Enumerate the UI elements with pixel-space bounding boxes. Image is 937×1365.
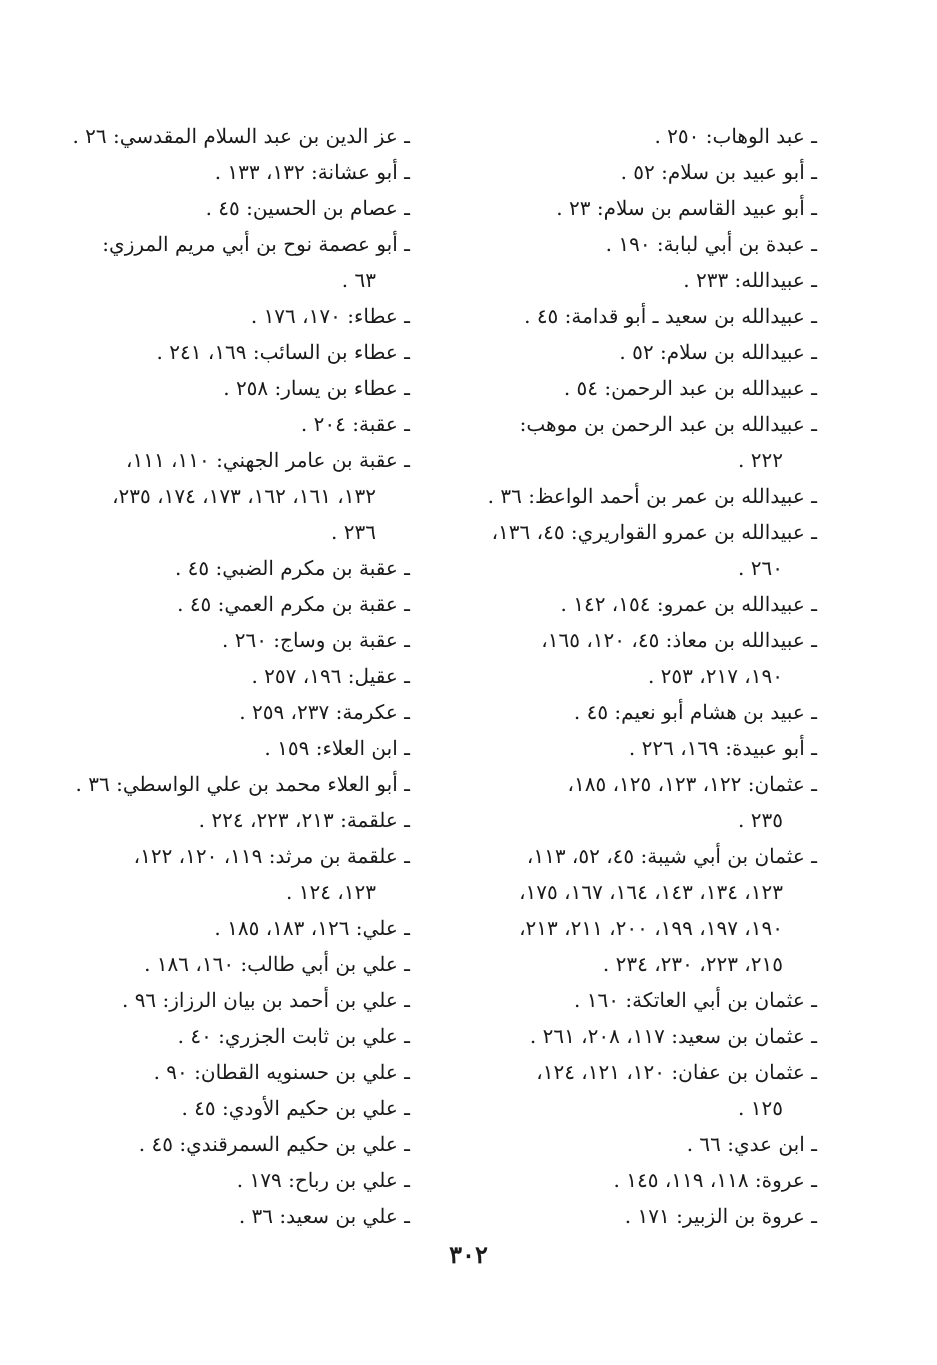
index-line-continuation: ٢٣٦ . bbox=[331, 520, 376, 544]
index-line bbox=[50, 442, 410, 478]
index-entry-text: ـ عكرمة: ٢٣٧، ٢٥٩ . bbox=[239, 700, 410, 724]
index-entry-text: ـ عقبة بن عامر الجهني: ١١٠، ١١١، bbox=[126, 448, 410, 472]
index-line bbox=[465, 190, 817, 226]
index-entry-text: ـ عطاء بن السائب: ١٦٩، ٢٤١ . bbox=[156, 340, 410, 364]
index-entry-text: ـ أبو عبيدة: ١٦٩، ٢٢٦ . bbox=[628, 736, 817, 760]
index-line bbox=[465, 730, 817, 766]
index-line bbox=[465, 1054, 817, 1090]
index-line bbox=[465, 1018, 817, 1054]
index-entry-text: ـ عز الدين بن عبد السلام المقدسي: ٢٦ . bbox=[72, 124, 410, 148]
index-line bbox=[50, 946, 410, 982]
index-line-continuation: ٢٣٥ . bbox=[738, 808, 783, 832]
index-line-continuation: ١٢٣، ١٢٤ . bbox=[286, 880, 376, 904]
index-line bbox=[465, 982, 817, 1018]
index-line bbox=[50, 262, 410, 298]
index-entry-text: ـ ابن العلاء: ١٥٩ . bbox=[264, 736, 410, 760]
index-entry-text: ـ أبو عصمة نوح بن أبي مريم المرزي: bbox=[102, 232, 410, 256]
index-entry-text: ـ عقبة: ٢٠٤ . bbox=[300, 412, 410, 436]
index-line bbox=[465, 658, 817, 694]
index-entry-text: ـ عقيل: ١٩٦، ٢٥٧ . bbox=[251, 664, 410, 688]
index-entry-text: ـ علي بن رباح: ١٧٩ . bbox=[236, 1168, 410, 1192]
index-entry-text: ـ عبيدالله بن معاذ: ٤٥، ١٢٠، ١٦٥، bbox=[541, 628, 817, 652]
index-line-continuation: ١٩٠، ٢١٧، ٢٥٣ . bbox=[647, 664, 783, 688]
index-entry-text: ـ علي بن أبي طالب: ١٦٠، ١٨٦ . bbox=[144, 952, 410, 976]
index-line-continuation: ٢٢٢ . bbox=[738, 448, 783, 472]
index-line-continuation: ٢١٥، ٢٢٣، ٢٣٠، ٢٣٤ . bbox=[602, 952, 783, 976]
index-line bbox=[50, 694, 410, 730]
index-line bbox=[50, 658, 410, 694]
index-line bbox=[465, 1198, 817, 1234]
index-line bbox=[50, 226, 410, 262]
index-line bbox=[50, 514, 410, 550]
index-line bbox=[50, 982, 410, 1018]
index-entry-text: ـ عروة بن الزبير: ١٧١ . bbox=[624, 1204, 817, 1228]
index-entry-text: ـ عصام بن الحسين: ٤٥ . bbox=[205, 196, 410, 220]
index-line bbox=[465, 118, 817, 154]
index-line bbox=[465, 334, 817, 370]
index-line bbox=[465, 370, 817, 406]
index-entry-text: ـ أبو عبيد بن سلام: ٥٢ . bbox=[620, 160, 817, 184]
index-line bbox=[50, 1162, 410, 1198]
index-line bbox=[465, 1162, 817, 1198]
index-line bbox=[50, 622, 410, 658]
index-line bbox=[465, 694, 817, 730]
index-line bbox=[50, 1126, 410, 1162]
index-line bbox=[465, 586, 817, 622]
index-entry-text: ـ عثمان: ١٢٢، ١٢٣، ١٢٥، ١٨٥، bbox=[567, 772, 817, 796]
index-line bbox=[465, 442, 817, 478]
index-entry-text: ـ عثمان بن أبي شيبة: ٤٥، ٥٢، ١١٣، bbox=[526, 844, 817, 868]
index-line-continuation: ٦٣ . bbox=[341, 268, 376, 292]
index-line bbox=[50, 1018, 410, 1054]
index-line bbox=[465, 154, 817, 190]
index-line bbox=[465, 874, 817, 910]
index-entry-text: ـ عبيدالله بن عمرو: ١٥٤، ١٤٢ . bbox=[560, 592, 817, 616]
index-line bbox=[50, 766, 410, 802]
index-entry-text: ـ علي بن حكيم السمرقندي: ٤٥ . bbox=[138, 1132, 410, 1156]
index-line bbox=[465, 406, 817, 442]
index-line bbox=[465, 622, 817, 658]
index-entry-text: ـ علي بن حكيم الأودي: ٤٥ . bbox=[181, 1096, 410, 1120]
index-entry-text: ـ أبو عشانة: ١٣٢، ١٣٣ . bbox=[214, 160, 410, 184]
index-entry-text: ـ ابن عدي: ٦٦ . bbox=[686, 1132, 817, 1156]
page-number: ٣٠٢ bbox=[449, 1240, 488, 1269]
index-column-left bbox=[50, 118, 410, 1234]
index-line bbox=[465, 766, 817, 802]
index-line-continuation: ١٣٢، ١٦١، ١٦٢، ١٧٣، ١٧٤، ٢٣٥، bbox=[112, 484, 376, 508]
index-line bbox=[465, 550, 817, 586]
index-line bbox=[50, 802, 410, 838]
index-entry-text: ـ عبيدالله بن عبد الرحمن: ٥٤ . bbox=[563, 376, 817, 400]
index-entry-text: ـ عطاء بن يسار: ٢٥٨ . bbox=[223, 376, 410, 400]
index-line bbox=[465, 298, 817, 334]
index-line bbox=[50, 1054, 410, 1090]
index-entry-text: ـ عطاء: ١٧٠، ١٧٦ . bbox=[250, 304, 410, 328]
index-entry-text: ـ علي بن سعيد: ٣٦ . bbox=[238, 1204, 410, 1228]
index-line bbox=[50, 154, 410, 190]
index-line bbox=[50, 118, 410, 154]
index-entry-text: ـ عثمان بن أبي العاتكة: ١٦٠ . bbox=[574, 988, 817, 1012]
index-line bbox=[50, 838, 410, 874]
index-line bbox=[50, 406, 410, 442]
index-entry-text: ـ عقبة بن مكرم الضبي: ٤٥ . bbox=[174, 556, 410, 580]
index-entry-text: ـ أبو العلاء محمد بن علي الواسطي: ٣٦ . bbox=[75, 772, 410, 796]
index-entry-text: ـ عبدة بن أبي لبابة: ١٩٠ . bbox=[605, 232, 817, 256]
index-entry-text: ـ عبيدالله بن سلام: ٥٢ . bbox=[619, 340, 817, 364]
index-entry-text: ـ عقبة بن مكرم العمي: ٤٥ . bbox=[177, 592, 410, 616]
index-line bbox=[50, 1198, 410, 1234]
index-entry-text: ـ عبيدالله بن عبد الرحمن بن موهب: bbox=[519, 412, 817, 436]
index-line bbox=[50, 370, 410, 406]
index-entry-text: ـ عبيدالله بن عمر بن أحمد الواعظ: ٣٦ . bbox=[487, 484, 817, 508]
index-line bbox=[50, 910, 410, 946]
index-entry-text: ـ عثمان بن سعيد: ١١٧، ٢٠٨، ٢٦١ . bbox=[529, 1024, 817, 1048]
index-line-continuation: ١٢٣، ١٣٤، ١٤٣، ١٦٤، ١٦٧، ١٧٥، bbox=[519, 880, 783, 904]
index-line bbox=[465, 946, 817, 982]
index-line bbox=[50, 586, 410, 622]
index-line-continuation: ٢٦٠ . bbox=[738, 556, 783, 580]
index-column-right bbox=[465, 118, 817, 1234]
index-entry-text: ـ علي بن ثابت الجزري: ٤٠ . bbox=[177, 1024, 410, 1048]
index-line bbox=[50, 298, 410, 334]
index-entry-text: ـ علي بن أحمد بن بيان الرزاز: ٩٦ . bbox=[121, 988, 410, 1012]
index-entry-text: ـ عقبة بن وساج: ٢٦٠ . bbox=[222, 628, 410, 652]
index-entry-text: ـ عبيدالله بن عمرو القواريري: ٤٥، ١٣٦، bbox=[491, 520, 817, 544]
index-entry-text: ـ علقمة بن مرثد: ١١٩، ١٢٠، ١٢٢، bbox=[133, 844, 410, 868]
index-entry-text: ـ عثمان بن عفان: ١٢٠، ١٢١، ١٢٤، bbox=[536, 1060, 817, 1084]
index-line bbox=[465, 838, 817, 874]
index-line bbox=[465, 514, 817, 550]
index-entry-text: ـ أبو عبيد القاسم بن سلام: ٢٣ . bbox=[556, 196, 817, 220]
index-line bbox=[465, 262, 817, 298]
index-line bbox=[465, 226, 817, 262]
index-entry-text: ـ عبد الوهاب: ٢٥٠ . bbox=[654, 124, 817, 148]
index-line bbox=[50, 478, 410, 514]
index-line bbox=[465, 478, 817, 514]
index-entry-text: ـ عبيد بن هشام أبو نعيم: ٤٥ . bbox=[573, 700, 817, 724]
index-line bbox=[50, 874, 410, 910]
index-entry-text: ـ علي بن حسنويه القطان: ٩٠ . bbox=[153, 1060, 410, 1084]
index-line bbox=[50, 1090, 410, 1126]
index-line bbox=[465, 910, 817, 946]
index-line bbox=[50, 550, 410, 586]
index-entry-text: ـ علي: ١٢٦، ١٨٣، ١٨٥ . bbox=[214, 916, 410, 940]
index-line bbox=[465, 1126, 817, 1162]
index-line bbox=[465, 802, 817, 838]
index-line-continuation: ١٩٠، ١٩٧، ١٩٩، ٢٠٠، ٢١١، ٢١٣، bbox=[519, 916, 783, 940]
index-entry-text: ـ علقمة: ٢١٣، ٢٢٣، ٢٢٤ . bbox=[198, 808, 410, 832]
index-entry-text: ـ عبيدالله بن سعيد ـ أبو قدامة: ٤٥ . bbox=[524, 304, 817, 328]
index-line bbox=[50, 334, 410, 370]
index-entry-text: ـ عروة: ١١٨، ١١٩، ١٤٥ . bbox=[613, 1168, 817, 1192]
index-line bbox=[465, 1090, 817, 1126]
index-entry-text: ـ عبيدالله: ٢٣٣ . bbox=[683, 268, 817, 292]
index-line bbox=[50, 730, 410, 766]
index-line bbox=[50, 190, 410, 226]
index-line-continuation: ١٢٥ . bbox=[738, 1096, 783, 1120]
